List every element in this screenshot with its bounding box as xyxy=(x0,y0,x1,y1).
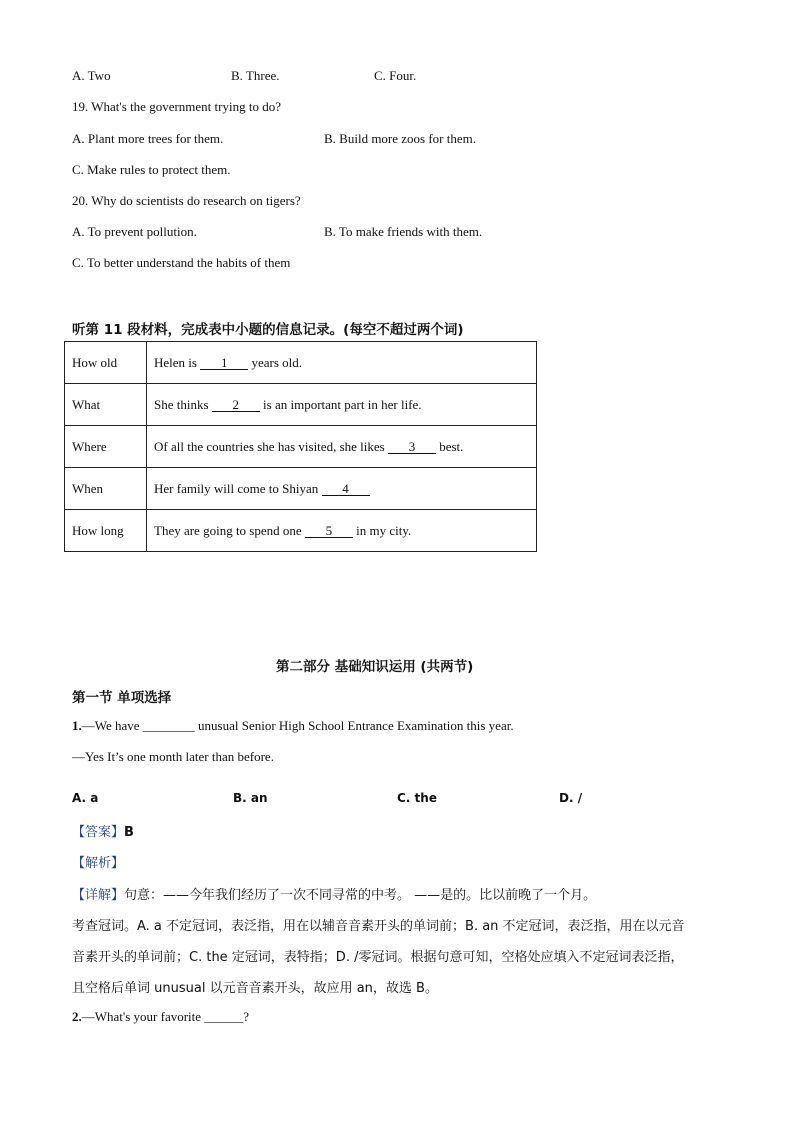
mq1-option-a: A. a xyxy=(72,791,99,805)
row-key: When xyxy=(65,468,147,510)
q18-option-b: B. Three. xyxy=(231,68,280,83)
detail-line-1: 【详解】句意：——今年我们经历了一次不同寻常的中考。 ——是的。比以前晚了一个月。 xyxy=(72,888,597,903)
mq1-option-b: B. an xyxy=(233,791,268,805)
q20-option-c: C. To better understand the habits of them xyxy=(72,255,291,270)
row-key: How old xyxy=(65,342,147,384)
answer-blank[interactable]: 1 xyxy=(200,356,248,370)
mq1-line2: —Yes It’s one month later than before. xyxy=(72,749,274,764)
answer-blank[interactable]: 2 xyxy=(212,398,260,412)
analysis-label: 【解析】 xyxy=(72,856,125,871)
answer-value: B xyxy=(124,825,134,840)
row-key: Where xyxy=(65,426,147,468)
q19-option-a: A. Plant more trees for them. xyxy=(72,131,224,146)
q20-question: 20. Why do scientists do research on tigers? xyxy=(72,193,301,208)
q20-option-a: A. To prevent pollution. xyxy=(72,224,197,239)
row-content: Of all the countries she has visited, she likes 3 best. xyxy=(147,426,537,468)
q20-option-b: B. To make friends with them. xyxy=(324,224,483,239)
mq2-line: 2.—What's your favorite ______? xyxy=(72,1009,250,1024)
q19-option-b: B. Build more zoos for them. xyxy=(324,131,477,146)
table-row xyxy=(65,510,537,552)
section-11-instruction: 听第 11 段材料，完成表中小题的信息记录。(每空不超过两个词) xyxy=(72,322,464,338)
q19-question: 19. What's the government trying to do? xyxy=(72,99,281,114)
part-two-title: 第二部分 基础知识运用 (共两节) xyxy=(276,659,474,675)
listening-info-table xyxy=(64,341,537,552)
mq1-line1: 1.—We have ________ unusual Senior High School Entrance Examination this year. xyxy=(72,718,514,733)
row-content: Helen is 1 years old. xyxy=(147,342,537,384)
row-content: They are going to spend one 5 in my city. xyxy=(147,510,537,552)
answer-blank[interactable]: 5 xyxy=(305,524,353,538)
mq1-option-c: C. the xyxy=(397,791,437,805)
answer-line xyxy=(72,821,134,840)
table-row xyxy=(65,342,537,384)
answer-blank[interactable]: 3 xyxy=(388,440,436,454)
q19-option-c: C. Make rules to protect them. xyxy=(72,162,231,177)
row-content: She thinks 2 is an important part in her life. xyxy=(147,384,537,426)
detail-line-3: 音素开头的单词前；C. the 定冠词，表特指；D. /零冠词。根据句意可知，空格处应填入不定冠词表泛指， xyxy=(72,950,684,965)
detail-line-2: 考查冠词。A. a 不定冠词，表泛指，用在以辅音音素开头的单词前；B. an 不定冠词，表泛指，用在以元音 xyxy=(72,919,685,934)
table-row xyxy=(65,384,537,426)
answer-blank[interactable]: 4 xyxy=(322,482,370,496)
table-row xyxy=(65,426,537,468)
q18-option-c: C. Four. xyxy=(374,68,417,83)
section-one-title: 第一节 单项选择 xyxy=(72,690,172,706)
detail-line-4: 且空格后单词 unusual 以元音音素开头，故应用 an，故选 B。 xyxy=(72,981,438,996)
table-row xyxy=(65,468,537,510)
answer-label: 【答案】 xyxy=(72,825,125,840)
row-key: What xyxy=(65,384,147,426)
row-content: Her family will come to Shiyan 4 xyxy=(147,468,537,510)
row-key: How long xyxy=(65,510,147,552)
mq1-option-d: D. / xyxy=(559,791,583,805)
q18-option-a: A. Two xyxy=(72,68,111,83)
